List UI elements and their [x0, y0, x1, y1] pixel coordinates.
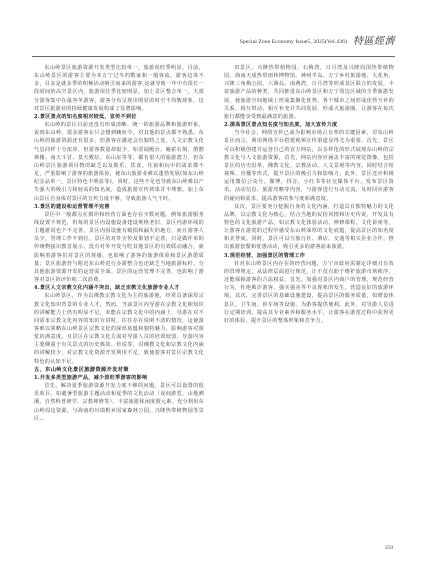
left-column [34, 64, 204, 423]
subsection-heading: 3.景区的建设和运营管理不完善 [34, 203, 110, 210]
section-heading: 五、东山岭文化景区旅游资源开发对策 [34, 366, 129, 373]
subsection-heading: 1.开发多类型旅游产品，减少淡旺季游客的影响 [34, 374, 148, 381]
journal-logo: 特區經濟 [353, 36, 395, 47]
subsection-heading: 3.规范经营，加强景区的管理工作 [224, 252, 306, 259]
paragraph: 东山岭景区旅游资源开发类型比较单一，旅游误旺季明显，目前，东山岭景区的游客主要为本万宁过冬的数家和一般客流，游客边体不多，目多是就多季的积極活动吸引而来的游客,这就导致一年中有很长一段时间的高空景区内，旅游误往季比较明显，加上景区整合单一，大部分游客集中在最容冬游客，游客分布呈现出明显的时空不均衡现象，这对景区旅游业的持续健康发展构成了显著影响。 [34, 65, 204, 112]
paragraph: 针对东山岭景区内存在的经营问题，万宁市政府需制定详细且有效的管理规定，从法律层面进行规范，让不仅有助于维护旅游市场秩序，还能保障游客的合法权益。首先，加强对景区内商户的管理，规范经营行为，杜绝欺诈游客、强买强卖等不良现象的发生，营造良好的旅游环境。其次，完善景区的基础设施建设，提高景区的服务质量，如增设休息区、卫生间、停车场等设施，为游客提供便利。此外，对导游人员进行定期培训，提高其专业素养和服务水平，让游客在游览过程中获得更好的体验，提升景区的整体形象和竞争力。 [224, 260, 394, 324]
subsection-heading: 2.提高景区景点知名度与知名度，加大宣传力度 [224, 122, 338, 129]
paragraph: 当今社会，网络宣传已成为影响市场占有率的关键因素，对东山岭景区而言，利用网络平台搭建视频宣传渠道显得尤为重要。首先，景区可以积极创建并运营自己的官方网站，以多样化的形式展现东山岭的宗教文化与人文旅游资源，首先，网站内容应涵盖丰富的视觉图像，包括景区的历史沿革、佛教文化、宗教活动、人文景观等内容，同时结合短视频、直播等形式，提升景区的吸引力和影响力。此外，景区还应积极运用微信公众号、微博、抖音、小红书等社交媒体平台，发布景区资讯、活动信息、旅游攻略等内容，与游客进行互动交流，及时回应游客的疑问和需求，提高游客的参与度和满意度。 [224, 130, 394, 202]
paragraph: 景区中一般都点在摄坦和经营方面也存在少数问题。例如旅游服务线设置不规范，但每的景区内设施设备建设规格老旧，景区内游环线的主题游说也个不完善，景区内因设施有破损和漏失的地方，而且游客人员少，管理工作不到位。景区的对外宣传及策划不完善，只是做作单的传统物接识教首展示，没有对外开发与吃其他景区的有效联动融合，就影响着游客们对景区的观感，也影响了游客的旅游体验和景区游憩质量；景区旅游营与附近东山岭进行多游整合也还缺乏当地旅游标杆，分其他旅游资源开发的运营需全面。景区的运营管理不完善，也影响了游客对景区的评价和二次消费。 [34, 211, 204, 284]
journal-info: Special Zone Economy Issue5, 2025(Vol.436) [239, 39, 347, 45]
subsection-heading: 2.景区景点的知名度相对较低，宣传不到位 [34, 113, 137, 120]
header-rule [32, 56, 395, 57]
paragraph: 田景区，兴隆热带植物园、石梅湾，日月湾及兴隆周围热带植物园，海南天成热带雨林博物馆、神州半岛、万宁乡村旅游地、大花角，兴隆三角梅公园，六洲岛，南燕湾，日月湾等形成景区联合的发展，丰富旅游产品的种类，共同推进东山岭景区和万宁周边区域的全季旅游发展，使旅游空间地域上形成集聚化优势，各个城市之间形成优势互补的关系，相互带动，相互补充并共同发展，形成大旅游圈，让游客在每次旅行都能享受到最满意的旅游。 [224, 65, 394, 120]
page-header [0, 30, 427, 54]
paragraph: 东山岭景区，作为以佛教宗教文化为主的旅游地，经常具备深厚宗教文化知识背景的专业人才，然而，当前景区内导游在宗教文化和知识的讲解能力上仍有明显不足，未能在宗教文化中的内涵上，导游在对不同需求宗教文化内容的知识宣讲时，往往存在说明不清的情况，这使游客难以领略东山岭景区宗教文化的深厚底蕴和独特魅力，影响游客对游览的满意度。且景区在宗教文化方面对导游人员的培训较弱，导游内容主要侧重于有关景点的历史典故、传说等，对佛教文化和宗教文化内涵的讲解较少，对宗教文化资源开发利用不足，致使游客对景区宗教文化特色的认知不足。 [34, 293, 204, 365]
paragraph: 东山岭的景区目前还没有形成清晰、统一的旅游品牌和旅游形象，说到东山岭，很多游客在只会想到赖宿令，对其他的景点都不熟悉。东山岭的旅游资源还有很多，但游客在感还会有独特之处，人文宗教文化气息同样十分浓厚，但游客数量却很少，如香闻殿台、瞳霍石刻、鹊鹊禅楼、南天斗冒、莫天殿坛、东山室等等，都有很大的旅游潜力，但东山岭景区旅游项目物的缺乏以及娱乐、饮食、住宿和玩中的需求都不足，严重影响了游客的旅游体验，使东山旅游业难以蓬勃发展(如东山岭纪念品单一，景区特色不明显等)。同时，这些不足也导致东山岭难以产生强大的吸引力和较高的知名度，造成旅游宣传效果并不理想。加上东山景区自身体对景区的宣传力度不够，导致旅游人气不旺。 [34, 122, 204, 202]
paragraph: 其次，景区要充分挖掘自身的文化内涵，打造具有独特魅力的文化品牌，以宗教文化为核心，结合当地的民俗风情和历史传说，开发具有特色的文化旅游产品，如宗教文化体验活动、禅修课程、文化讲座等，让游客在游览的过程中感受东山岭深厚的文化底蕴，提高景区的知名度和美誉度。同时，景区可以与旅行社、酒店、交通等相关企业合作，推出旅游套餐和优惠活动，吸引更多的游客前来旅游。 [224, 203, 394, 251]
paragraph: 首先，解决夏季旅游资源开发力度不够的问题。景区可以设置的很乐项目，如避暑型旅游主题活动和夏季的文化活动（夜间游览、山地溯溪、自然科普研学、宗教禅修等），丰富旅游休闲度假元素。充分利用东山岭周边资源，与海南的川瑞根乡国家森林公园、兴隆热带植物园等景区... [34, 383, 204, 422]
page-number: 159 [384, 545, 393, 551]
right-column [224, 64, 394, 325]
subsection-heading: 4.景区人文宗教文化内涵不突出，缺乏宗教文化旅游专业人才 [34, 285, 180, 292]
